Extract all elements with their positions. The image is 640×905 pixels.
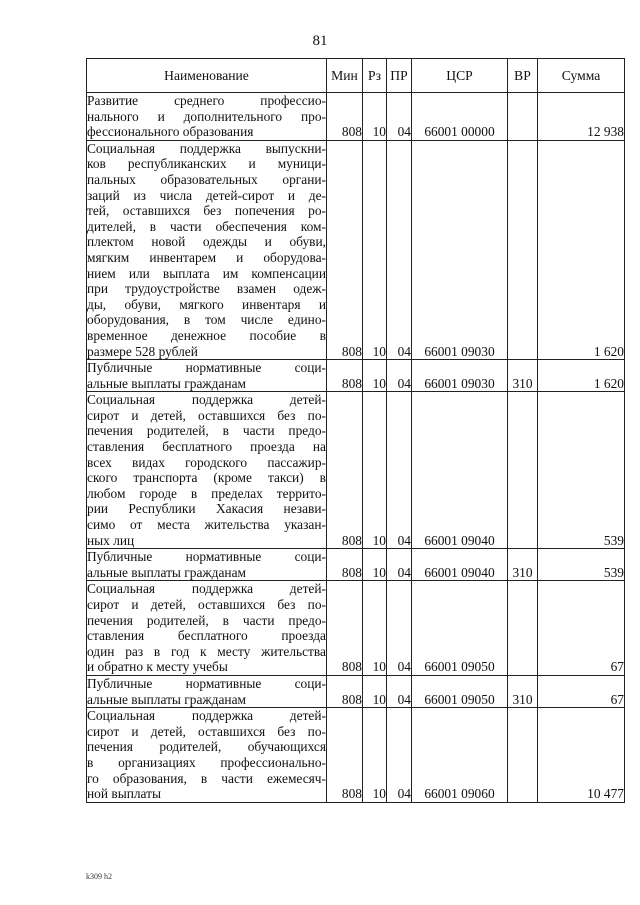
header-vr: ВР [508, 59, 538, 93]
row-sum: 1 620 [538, 360, 625, 392]
row-name-line: альные выплаты гражданам [87, 691, 246, 707]
row-vr [508, 392, 538, 549]
table-row [87, 93, 625, 141]
row-sum: 12 938 [538, 93, 625, 141]
table-header-row [87, 59, 625, 93]
row-csr: 66001 09030 [412, 140, 508, 359]
row-name-line: нального и дополнительного про- [87, 108, 326, 124]
row-name-line: симо от места жительства указан- [87, 517, 326, 533]
row-min: 808 [327, 140, 363, 359]
table-row [87, 675, 625, 707]
row-min: 808 [327, 675, 363, 707]
row-name-line: рии Республики Хакасия незави- [87, 501, 326, 517]
header-min: Мин [327, 59, 363, 93]
row-csr: 66001 09050 [412, 675, 508, 707]
row-name-line: плектом новой одежды и обуви, [87, 234, 326, 250]
row-name-line: Социальная поддержка детей- [87, 708, 326, 724]
row-name-line: сирот и детей, оставшихся без по- [87, 407, 326, 423]
row-name [87, 140, 327, 359]
table-row [87, 140, 625, 359]
row-name-line: временное денежное пособие в [87, 327, 326, 343]
row-name [87, 708, 327, 803]
row-name [87, 360, 327, 392]
row-csr: 66001 00000 [412, 93, 508, 141]
row-rz: 10 [363, 708, 387, 803]
row-vr [508, 140, 538, 359]
row-name-line: печения родителей, в части предо- [87, 423, 326, 439]
row-csr: 66001 09040 [412, 392, 508, 549]
row-csr: 66001 09050 [412, 581, 508, 676]
row-name-line: ского транспорта (кроме такси) в [87, 470, 326, 486]
row-name-line: печения родителей, обучающихся [87, 739, 326, 755]
row-sum: 539 [538, 392, 625, 549]
row-name-line: оборудования, в том числе едино- [87, 312, 326, 328]
row-rz: 10 [363, 581, 387, 676]
header-name: Наименование [87, 59, 327, 93]
header-sum: Сумма [538, 59, 625, 93]
row-name-line: и обратно к месту учебы [87, 659, 228, 675]
table-row [87, 549, 625, 581]
row-name-line: тей, оставшихся без попечения ро- [87, 203, 326, 219]
row-name [87, 392, 327, 549]
row-pr: 04 [387, 708, 412, 803]
row-name [87, 93, 327, 141]
row-sum: 10 477 [538, 708, 625, 803]
row-pr: 04 [387, 549, 412, 581]
row-name-line: ной выплаты [87, 786, 161, 802]
row-name-line: Развитие среднего профессио- [87, 93, 326, 108]
row-name-line: Публичные нормативные соци- [87, 360, 326, 376]
row-name-line: ных лиц [87, 532, 135, 548]
row-pr: 04 [387, 140, 412, 359]
row-min: 808 [327, 360, 363, 392]
row-name [87, 549, 327, 581]
row-sum: 67 [538, 675, 625, 707]
row-name-line: при трудоустройстве взамен одеж- [87, 281, 326, 297]
table-row [87, 708, 625, 803]
row-csr: 66001 09040 [412, 549, 508, 581]
row-name-line: размере 528 рублей [87, 343, 198, 359]
row-rz: 10 [363, 93, 387, 141]
row-vr [508, 581, 538, 676]
page-number: 81 [312, 33, 328, 49]
row-name-line: альные выплаты гражданам [87, 375, 246, 391]
row-name-line: Социальная поддержка детей- [87, 581, 326, 597]
row-name-line: ков республиканских и муници- [87, 156, 326, 172]
table-row [87, 360, 625, 392]
row-name-line: в организациях профессионально- [87, 754, 326, 770]
row-pr: 04 [387, 675, 412, 707]
table-body [87, 93, 625, 803]
row-rz: 10 [363, 675, 387, 707]
row-name-line: ды, обуви, мягкого инвентаря и [87, 296, 326, 312]
row-name-line: го образования, в части ежемесяч- [87, 770, 326, 786]
row-rz: 10 [363, 392, 387, 549]
row-csr: 66001 09060 [412, 708, 508, 803]
row-name-line: Социальная поддержка выпускни- [87, 140, 326, 156]
row-name-line: Публичные нормативные соци- [87, 675, 326, 691]
row-name-line: любом городе в пределах террито- [87, 485, 326, 501]
row-name-line: мягким инвентарем и оборудова- [87, 249, 326, 265]
row-name [87, 581, 327, 676]
row-vr [508, 708, 538, 803]
row-name-line: дителей, в части обеспечения ком- [87, 218, 326, 234]
row-name-line: ставления бесплатного проезда на [87, 439, 326, 455]
row-name-line: сирот и детей, оставшихся без по- [87, 723, 326, 739]
row-name-line: печения родителей, в части предо- [87, 612, 326, 628]
header-csr: ЦСР [412, 59, 508, 93]
row-name-line: заций из числа детей-сирот и де- [87, 187, 326, 203]
row-min: 808 [327, 549, 363, 581]
row-rz: 10 [363, 140, 387, 359]
row-name-line: сирот и детей, оставшихся без по- [87, 597, 326, 612]
row-min: 808 [327, 708, 363, 803]
row-vr: 310 [508, 360, 538, 392]
row-min: 808 [327, 392, 363, 549]
row-pr: 04 [387, 360, 412, 392]
row-name-line: всех видах городского пассажир- [87, 454, 326, 470]
header-pr: ПР [387, 59, 412, 93]
row-name-line: альные выплаты гражданам [87, 564, 246, 580]
row-vr: 310 [508, 549, 538, 581]
row-name-line: ставления бесплатного проезда [87, 628, 326, 644]
row-sum: 539 [538, 549, 625, 581]
table-row [87, 581, 625, 676]
row-name-line: один раз в год к месту жительства [87, 643, 326, 659]
header-rz: Рз [363, 59, 387, 93]
row-pr: 04 [387, 392, 412, 549]
table-row [87, 392, 625, 549]
row-rz: 10 [363, 549, 387, 581]
footer-code: k309 h2 [86, 872, 112, 881]
row-csr: 66001 09030 [412, 360, 508, 392]
budget-table [86, 58, 625, 803]
row-name-line: Социальная поддержка детей- [87, 392, 326, 408]
row-min: 808 [327, 93, 363, 141]
row-name-line: Публичные нормативные соци- [87, 549, 326, 565]
row-vr: 310 [508, 675, 538, 707]
row-pr: 04 [387, 93, 412, 141]
row-name-line: фессионального образования [87, 124, 254, 140]
row-name-line: пальных образовательных органи- [87, 171, 326, 187]
row-name-line: нием или выплата им компенсации [87, 265, 326, 281]
row-pr: 04 [387, 581, 412, 676]
row-sum: 1 620 [538, 140, 625, 359]
row-vr [508, 93, 538, 141]
row-name [87, 675, 327, 707]
row-min: 808 [327, 581, 363, 676]
row-sum: 67 [538, 581, 625, 676]
row-rz: 10 [363, 360, 387, 392]
